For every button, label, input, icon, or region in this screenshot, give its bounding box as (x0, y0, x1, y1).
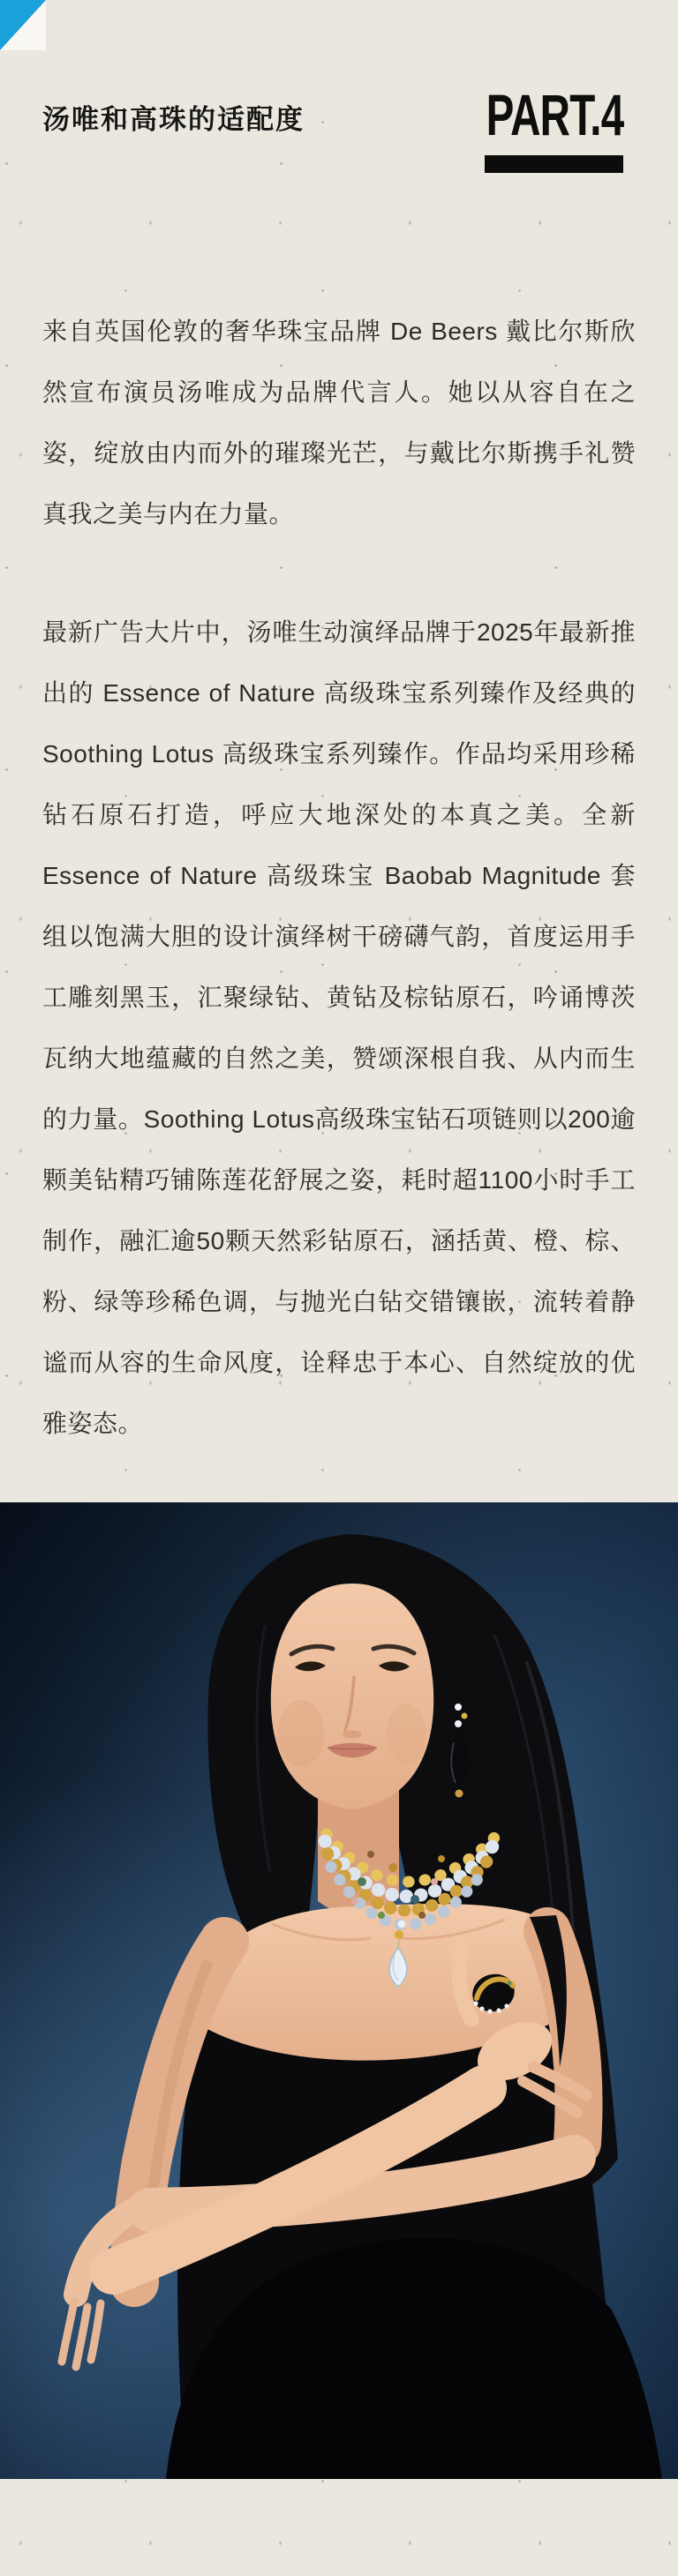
part-label: PART.4 (486, 82, 623, 147)
page-title: 汤唯和高珠的适配度 (42, 104, 305, 135)
part-underline (485, 155, 623, 173)
portrait-illustration (0, 1502, 678, 2479)
paragraph-campaign-details: 最新广告大片中，汤唯生动演绎品牌于2025年最新推出的 Essence of Nature 高级珠宝系列臻作及经典的 Soothing Lotus 高级珠宝系列臻作。作品均采用珍稀钻石原石打造，呼应大地深处的本真之美。全新 Essence of Nature 高级珠宝 Baobab Magnitude 套组以饱满大胆的设计演绎树干磅礴气韵，首度运用手工雕刻黑玉，汇聚绿钻、黄钻及棕钻原石，吟诵博茨瓦纳大地蕴藏的自然之美，赞颂深根自我、从内而生的力量。Soothing Lotus高级珠宝钻石项链则以200逾颗美钻精巧铺陈莲花舒展之姿，耗时超1100小时手工制作，融汇逾50颗天然彩钻原石，涵括黄、橙、棕、粉、绿等珍稀色调，与抛光白钻交错镶嵌，流转着静谧而从容的生命风度，诠释忠于本心、自然绽放的优雅姿态。 (42, 618, 636, 1437)
article-body (42, 301, 636, 1511)
corner-fold-icon (0, 0, 46, 50)
face (268, 1584, 436, 1809)
part-label-block (433, 82, 624, 173)
paragraph-announcement: 来自英国伦敦的奢华珠宝品牌 De Beers 戴比尔斯欣然宣布演员汤唯成为品牌代言人。她以从容自在之姿，绽放由内而外的璀璨光芒，与戴比尔斯携手礼赞真我之美与内在力量。 (42, 318, 636, 528)
portrait-photo (0, 1502, 678, 2479)
